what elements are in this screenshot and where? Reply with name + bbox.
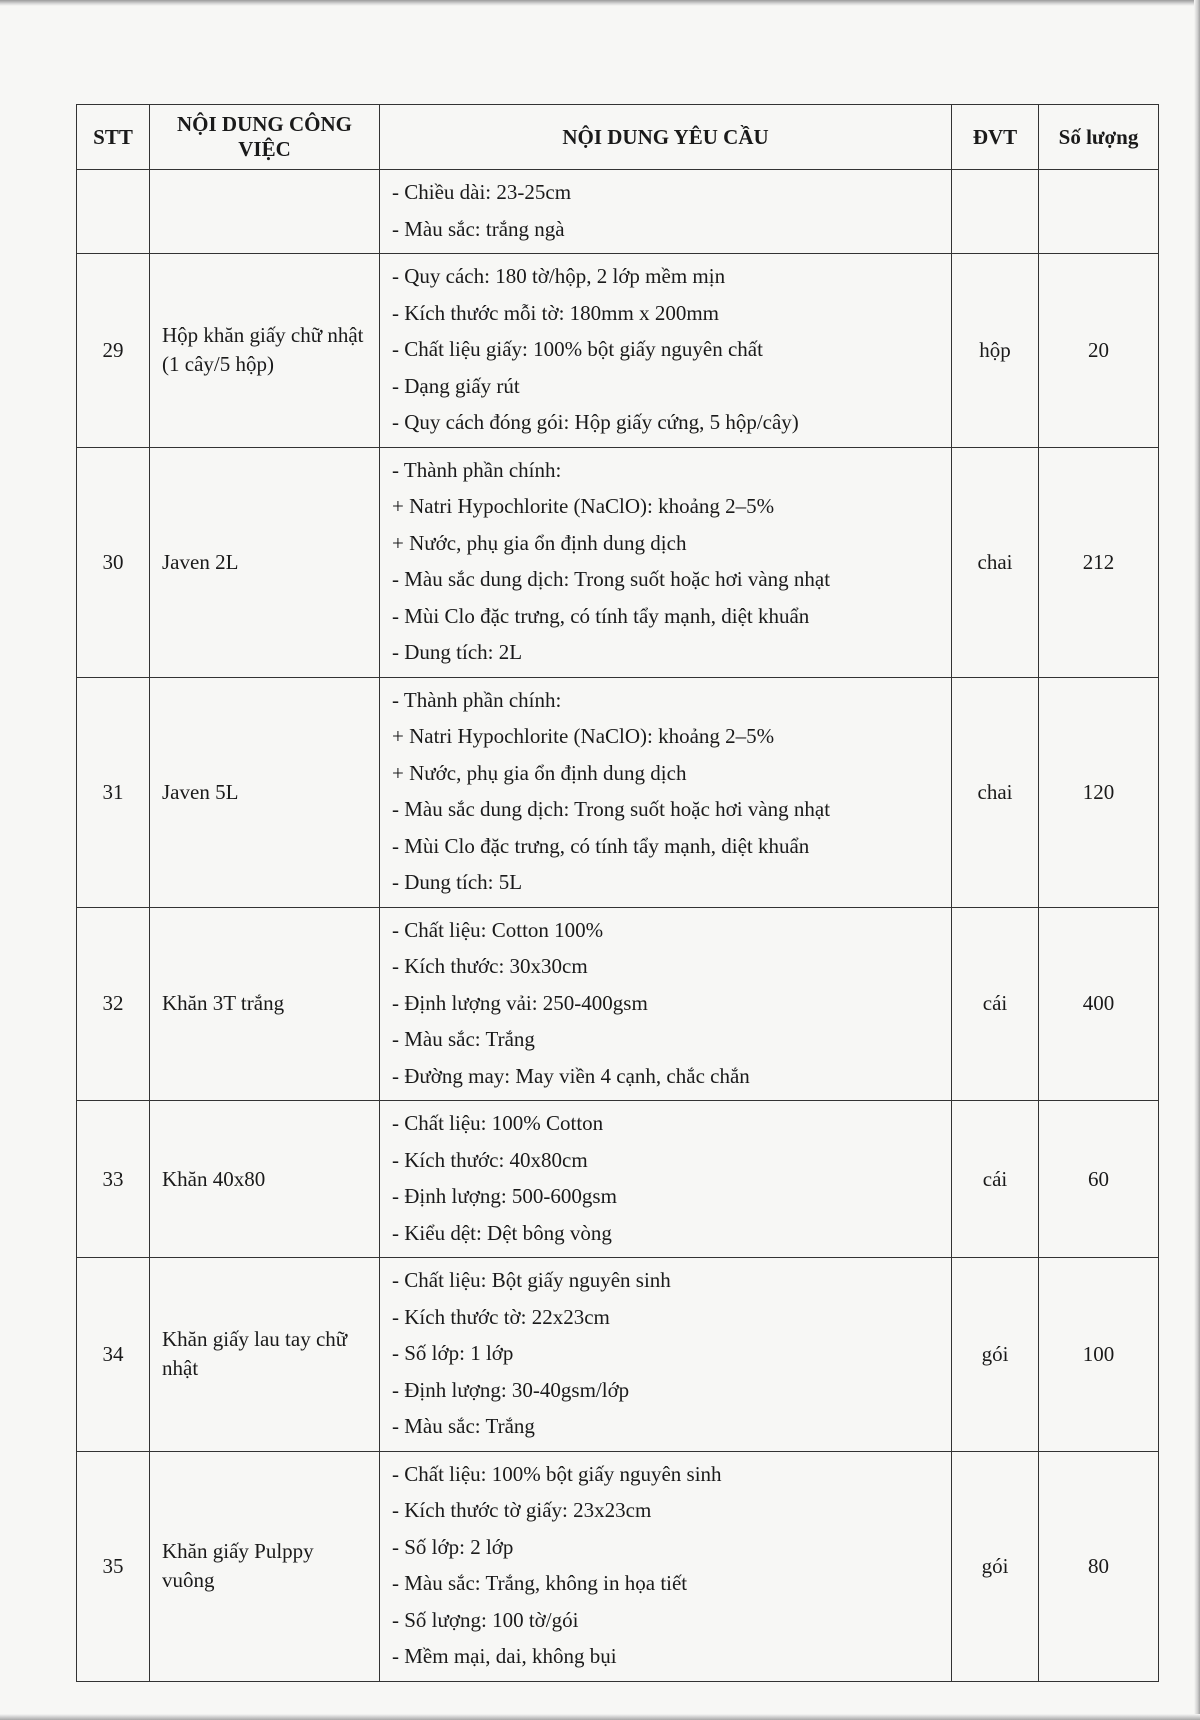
cell-quantity — [1039, 170, 1159, 254]
header-unit: ĐVT — [952, 105, 1039, 170]
requirement-line: - Kích thước tờ: 22x23cm — [392, 1304, 610, 1329]
requirement-line: - Mềm mại, dai, không bụi — [392, 1644, 617, 1668]
requirement-line: - Dung tích: 2L — [392, 640, 523, 664]
requirement-line: - Số lượng: 100 tờ/gói — [392, 1607, 579, 1632]
cell-unit: chai — [952, 447, 1039, 677]
table-row — [77, 1101, 1159, 1258]
table-row — [77, 907, 1159, 1101]
cell-task: Javen 5L — [150, 677, 380, 907]
cell-stt: 29 — [77, 254, 150, 448]
requirement-line: - Dung tích: 5L — [392, 870, 523, 894]
requirement-line: - Màu sắc: Trắng, không in họa tiết — [392, 1571, 688, 1595]
table-row — [77, 1451, 1159, 1681]
scan-top-edge — [0, 0, 1200, 6]
requirement-line: - Kích thước: 30x30cm — [392, 954, 588, 978]
requirement-line: - Màu sắc dung dịch: Trong suốt hoặc hơi vàng nhạt — [392, 797, 831, 821]
cell-quantity: 60 — [1039, 1101, 1159, 1258]
requirement-line: - Quy cách đóng gói: Hộp giấy cứng, 5 hộp/cây) — [392, 410, 799, 434]
requirement-line: - Định lượng: 500-600gsm — [392, 1184, 617, 1208]
requirement-line: - Chiều dài: 23-25cm — [392, 180, 572, 204]
header-stt: STT — [77, 105, 150, 170]
requirement-line: - Thành phần chính: — [392, 687, 562, 712]
requirement-line: - Chất liệu: Bột giấy nguyên sinh — [392, 1268, 671, 1292]
cell-quantity: 120 — [1039, 677, 1159, 907]
table-row-continuation — [77, 170, 1159, 254]
header-task: NỘI DUNG CÔNG VIỆC — [150, 105, 380, 170]
requirement-line: - Màu sắc: Trắng — [392, 1027, 535, 1051]
cell-requirements — [380, 1451, 952, 1681]
requirement-line: - Mùi Clo đặc trưng, có tính tẩy mạnh, diệt khuẩn — [392, 603, 810, 628]
table-row — [77, 254, 1159, 448]
cell-quantity: 100 — [1039, 1258, 1159, 1452]
table-row — [77, 447, 1159, 677]
cell-stt: 32 — [77, 907, 150, 1101]
requirement-line: - Kích thước: 40x80cm — [392, 1147, 588, 1172]
cell-stt — [77, 170, 150, 254]
requirement-line: - Kích thước mỗi tờ: 180mm x 200mm — [392, 300, 719, 325]
table-row — [77, 1258, 1159, 1452]
requirement-line: - Dạng giấy rút — [392, 373, 520, 398]
requirement-line: - Màu sắc dung dịch: Trong suốt hoặc hơi vàng nhạt — [392, 567, 831, 591]
cell-unit: cái — [952, 907, 1039, 1101]
cell-quantity: 212 — [1039, 447, 1159, 677]
requirement-line: - Chất liệu: Cotton 100% — [392, 917, 604, 942]
cell-task: Javen 2L — [150, 447, 380, 677]
table-header — [77, 105, 1159, 170]
cell-stt: 30 — [77, 447, 150, 677]
requirement-line: - Thành phần chính: — [392, 457, 562, 482]
cell-requirements — [380, 447, 952, 677]
requirement-line: - Đường may: May viền 4 cạnh, chắc chắn — [392, 1063, 750, 1088]
requirement-line: - Số lớp: 2 lớp — [392, 1534, 514, 1559]
table-row — [77, 677, 1159, 907]
cell-unit: hộp — [952, 254, 1039, 448]
cell-task: Hộp khăn giấy chữ nhật (1 cây/5 hộp) — [150, 254, 380, 448]
cell-unit: gói — [952, 1258, 1039, 1452]
cell-quantity: 80 — [1039, 1451, 1159, 1681]
cell-requirements — [380, 1258, 952, 1452]
requirement-line: - Quy cách: 180 tờ/hộp, 2 lớp mềm mịn — [392, 264, 726, 288]
requirement-line: - Chất liệu: 100% bột giấy nguyên sinh — [392, 1461, 722, 1486]
cell-task: Khăn giấy lau tay chữ nhật — [150, 1258, 380, 1452]
requirement-line: + Natri Hypochlorite (NaClO): khoảng 2–5% — [392, 724, 775, 748]
cell-task: Khăn giấy Pulppy vuông — [150, 1451, 380, 1681]
cell-task: Khăn 3T trắng — [150, 907, 380, 1101]
requirement-line: - Mùi Clo đặc trưng, có tính tẩy mạnh, diệt khuẩn — [392, 833, 810, 858]
requirement-line: - Kích thước tờ giấy: 23x23cm — [392, 1498, 652, 1522]
requirement-line: - Định lượng: 30-40gsm/lớp — [392, 1377, 630, 1402]
cell-quantity: 20 — [1039, 254, 1159, 448]
requirement-line: - Màu sắc: trắng ngà — [392, 216, 565, 241]
cell-requirements — [380, 254, 952, 448]
cell-quantity: 400 — [1039, 907, 1159, 1101]
cell-requirements — [380, 170, 952, 254]
scan-bottom-edge — [0, 1714, 1200, 1720]
cell-requirements — [380, 677, 952, 907]
header-quantity: Số lượng — [1039, 105, 1159, 170]
specification-table — [76, 104, 1159, 1682]
requirement-line: - Màu sắc: Trắng — [392, 1414, 535, 1438]
cell-stt: 31 — [77, 677, 150, 907]
cell-unit: chai — [952, 677, 1039, 907]
header-requirements: NỘI DUNG YÊU CẦU — [380, 105, 952, 170]
requirement-line: - Chất liệu: 100% Cotton — [392, 1111, 604, 1135]
requirement-line: + Nước, phụ gia ổn định dung dịch — [392, 530, 687, 555]
cell-stt: 33 — [77, 1101, 150, 1258]
cell-unit: cái — [952, 1101, 1039, 1258]
cell-unit — [952, 170, 1039, 254]
requirement-line: - Số lớp: 1 lớp — [392, 1341, 514, 1365]
cell-stt: 35 — [77, 1451, 150, 1681]
requirement-line: + Natri Hypochlorite (NaClO): khoảng 2–5% — [392, 494, 775, 518]
cell-unit: gói — [952, 1451, 1039, 1681]
requirement-line: - Định lượng vải: 250-400gsm — [392, 990, 648, 1015]
scan-right-edge — [1194, 0, 1200, 1720]
cell-requirements — [380, 1101, 952, 1258]
cell-requirements — [380, 907, 952, 1101]
cell-stt: 34 — [77, 1258, 150, 1452]
requirement-line: + Nước, phụ gia ổn định dung dịch — [392, 760, 687, 785]
cell-task — [150, 170, 380, 254]
cell-task: Khăn 40x80 — [150, 1101, 380, 1258]
requirement-line: - Kiểu dệt: Dệt bông vòng — [392, 1220, 612, 1245]
requirement-line: - Chất liệu giấy: 100% bột giấy nguyên chất — [392, 337, 763, 361]
table-body — [77, 170, 1159, 1682]
